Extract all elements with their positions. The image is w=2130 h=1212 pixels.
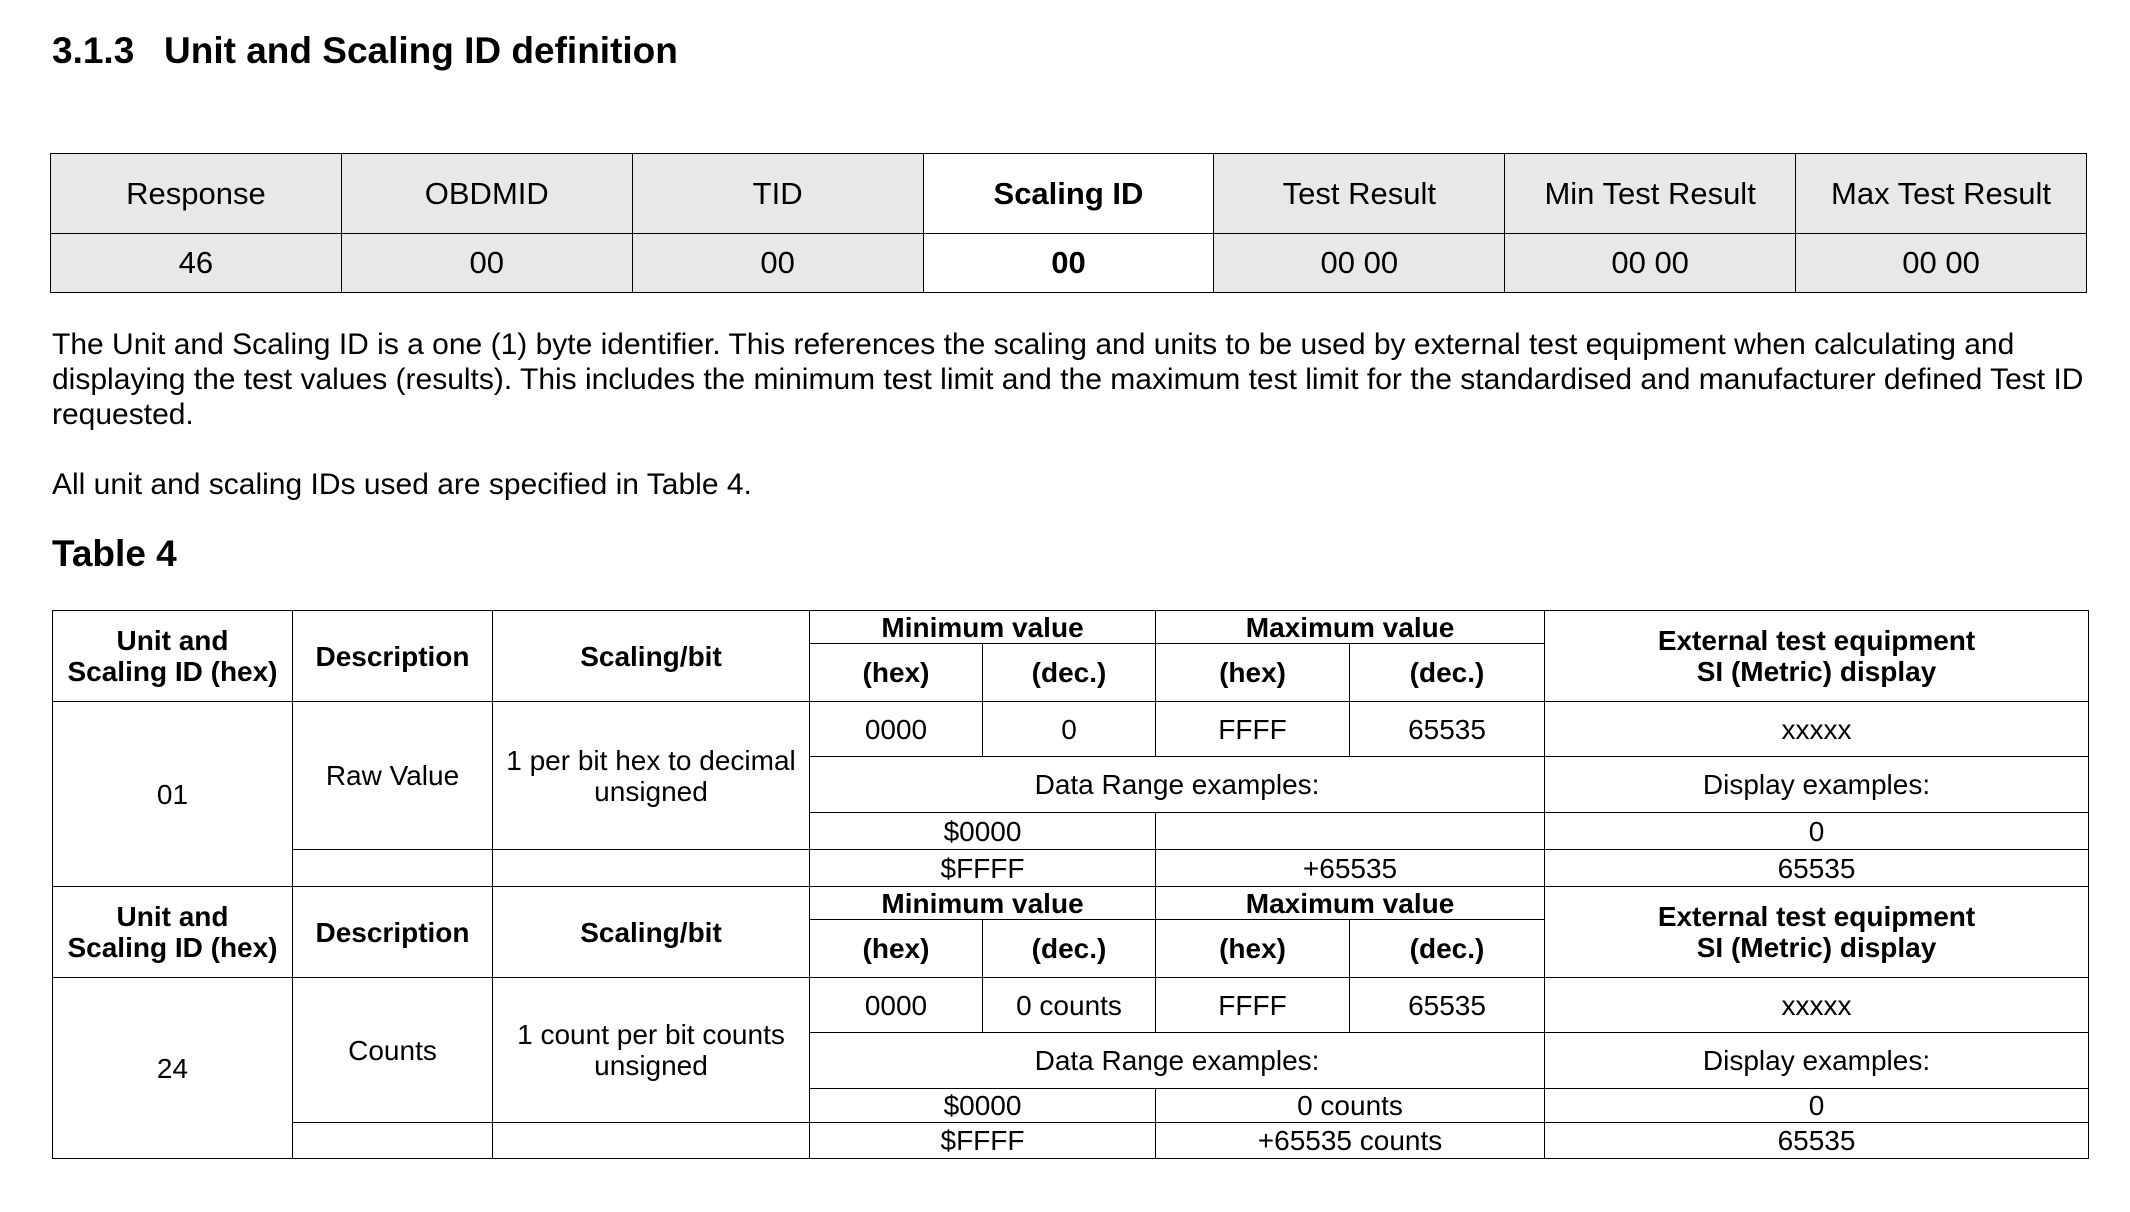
example-display-cell: 0 — [1545, 1089, 2089, 1123]
max-hex-cell: FFFF — [1156, 978, 1350, 1033]
header-max-hex: (hex) — [1156, 644, 1350, 702]
value-max-test-result: 00 00 — [1796, 234, 2087, 293]
empty-cell — [293, 1123, 493, 1159]
header-display: External test equipment SI (Metric) display — [1545, 887, 2089, 978]
display-cell: xxxxx — [1545, 702, 2089, 757]
header-maximum-value: Maximum value — [1156, 611, 1545, 644]
table-title: Table 4 — [52, 533, 177, 574]
header-scaling-id: Scaling ID — [923, 154, 1214, 234]
header-min-dec: (dec.) — [983, 644, 1156, 702]
header-description: Description — [293, 887, 493, 978]
display-cell: xxxxx — [1545, 978, 2089, 1033]
header-max-test-result: Max Test Result — [1796, 154, 2087, 234]
header-description: Description — [293, 611, 493, 702]
header-unit-scaling-id: Unit and Scaling ID (hex) — [53, 887, 293, 978]
display-examples-label: Display examples: — [1545, 757, 2089, 813]
example-value-cell — [1156, 813, 1545, 850]
example-hex-cell: $0000 — [810, 813, 1156, 850]
unit-id-cell: 01 — [53, 702, 293, 887]
empty-cell — [493, 850, 810, 887]
example-display-cell: 0 — [1545, 813, 2089, 850]
description-cell: Counts — [293, 978, 493, 1123]
empty-cell — [293, 850, 493, 887]
value-min-test-result: 00 00 — [1505, 234, 1796, 293]
table-row — [53, 702, 2089, 757]
header-max-hex: (hex) — [1156, 920, 1350, 978]
unit-id-cell: 24 — [53, 978, 293, 1159]
example-value-cell: +65535 counts — [1156, 1123, 1545, 1159]
header-min-hex: (hex) — [810, 644, 983, 702]
example-hex-cell: $0000 — [810, 1089, 1156, 1123]
min-dec-cell: 0 — [983, 702, 1156, 757]
data-range-label: Data Range examples: — [810, 757, 1545, 813]
header-display: External test equipment SI (Metric) display — [1545, 611, 2089, 702]
table-row — [53, 850, 2089, 887]
section-number: 3.1.3 — [52, 30, 135, 71]
max-dec-cell: 65535 — [1350, 702, 1545, 757]
header-test-result: Test Result — [1214, 154, 1505, 234]
description-paragraph: The Unit and Scaling ID is a one (1) byte identifier. This references the scaling and units to be used by external test equipment when calculating and displaying the test values (results). This includes the minimum test limit and the maximum test limit for the standardised and manufacturer defined Test ID requested. — [52, 328, 2084, 431]
value-obdmid: 00 — [341, 234, 632, 293]
empty-cell — [493, 1123, 810, 1159]
header-maximum-value: Maximum value — [1156, 887, 1545, 920]
header-obdmid: OBDMID — [341, 154, 632, 234]
display-examples-label: Display examples: — [1545, 1033, 2089, 1089]
header-unit-scaling-id: Unit and Scaling ID (hex) — [53, 611, 293, 702]
section-title: Unit and Scaling ID definition — [164, 30, 678, 71]
table-header-row — [53, 887, 2089, 920]
header-scaling-bit: Scaling/bit — [493, 887, 810, 978]
table-row — [53, 978, 2089, 1033]
max-dec-cell: 65535 — [1350, 978, 1545, 1033]
example-display-cell: 65535 — [1545, 1123, 2089, 1159]
example-hex-cell: $FFFF — [810, 1123, 1156, 1159]
header-max-dec: (dec.) — [1350, 920, 1545, 978]
header-max-dec: (dec.) — [1350, 644, 1545, 702]
message-header-row — [51, 154, 2087, 234]
header-tid: TID — [632, 154, 923, 234]
header-scaling-bit: Scaling/bit — [493, 611, 810, 702]
value-test-result: 00 00 — [1214, 234, 1505, 293]
min-hex-cell: 0000 — [810, 978, 983, 1033]
scaling-cell: 1 per bit hex to decimal unsigned — [493, 702, 810, 850]
max-hex-cell: FFFF — [1156, 702, 1350, 757]
header-response: Response — [51, 154, 342, 234]
description-cell: Raw Value — [293, 702, 493, 850]
header-minimum-value: Minimum value — [810, 611, 1156, 644]
header-min-test-result: Min Test Result — [1505, 154, 1796, 234]
scaling-cell: 1 count per bit counts unsigned — [493, 978, 810, 1123]
table-row — [53, 1123, 2089, 1159]
example-display-cell: 65535 — [1545, 850, 2089, 887]
header-minimum-value: Minimum value — [810, 887, 1156, 920]
header-min-dec: (dec.) — [983, 920, 1156, 978]
example-value-cell: 0 counts — [1156, 1089, 1545, 1123]
table-header-row — [53, 611, 2089, 644]
value-scaling-id: 00 — [923, 234, 1214, 293]
value-response: 46 — [51, 234, 342, 293]
min-dec-cell: 0 counts — [983, 978, 1156, 1033]
message-value-row — [51, 234, 2087, 293]
data-range-label: Data Range examples: — [810, 1033, 1545, 1089]
min-hex-cell: 0000 — [810, 702, 983, 757]
section-heading — [52, 30, 678, 72]
example-value-cell: +65535 — [1156, 850, 1545, 887]
table-reference-paragraph: All unit and scaling IDs used are specified in Table 4. — [52, 468, 752, 501]
message-format-table — [50, 153, 2087, 293]
header-min-hex: (hex) — [810, 920, 983, 978]
scaling-id-table — [52, 610, 2089, 1159]
value-tid: 00 — [632, 234, 923, 293]
example-hex-cell: $FFFF — [810, 850, 1156, 887]
